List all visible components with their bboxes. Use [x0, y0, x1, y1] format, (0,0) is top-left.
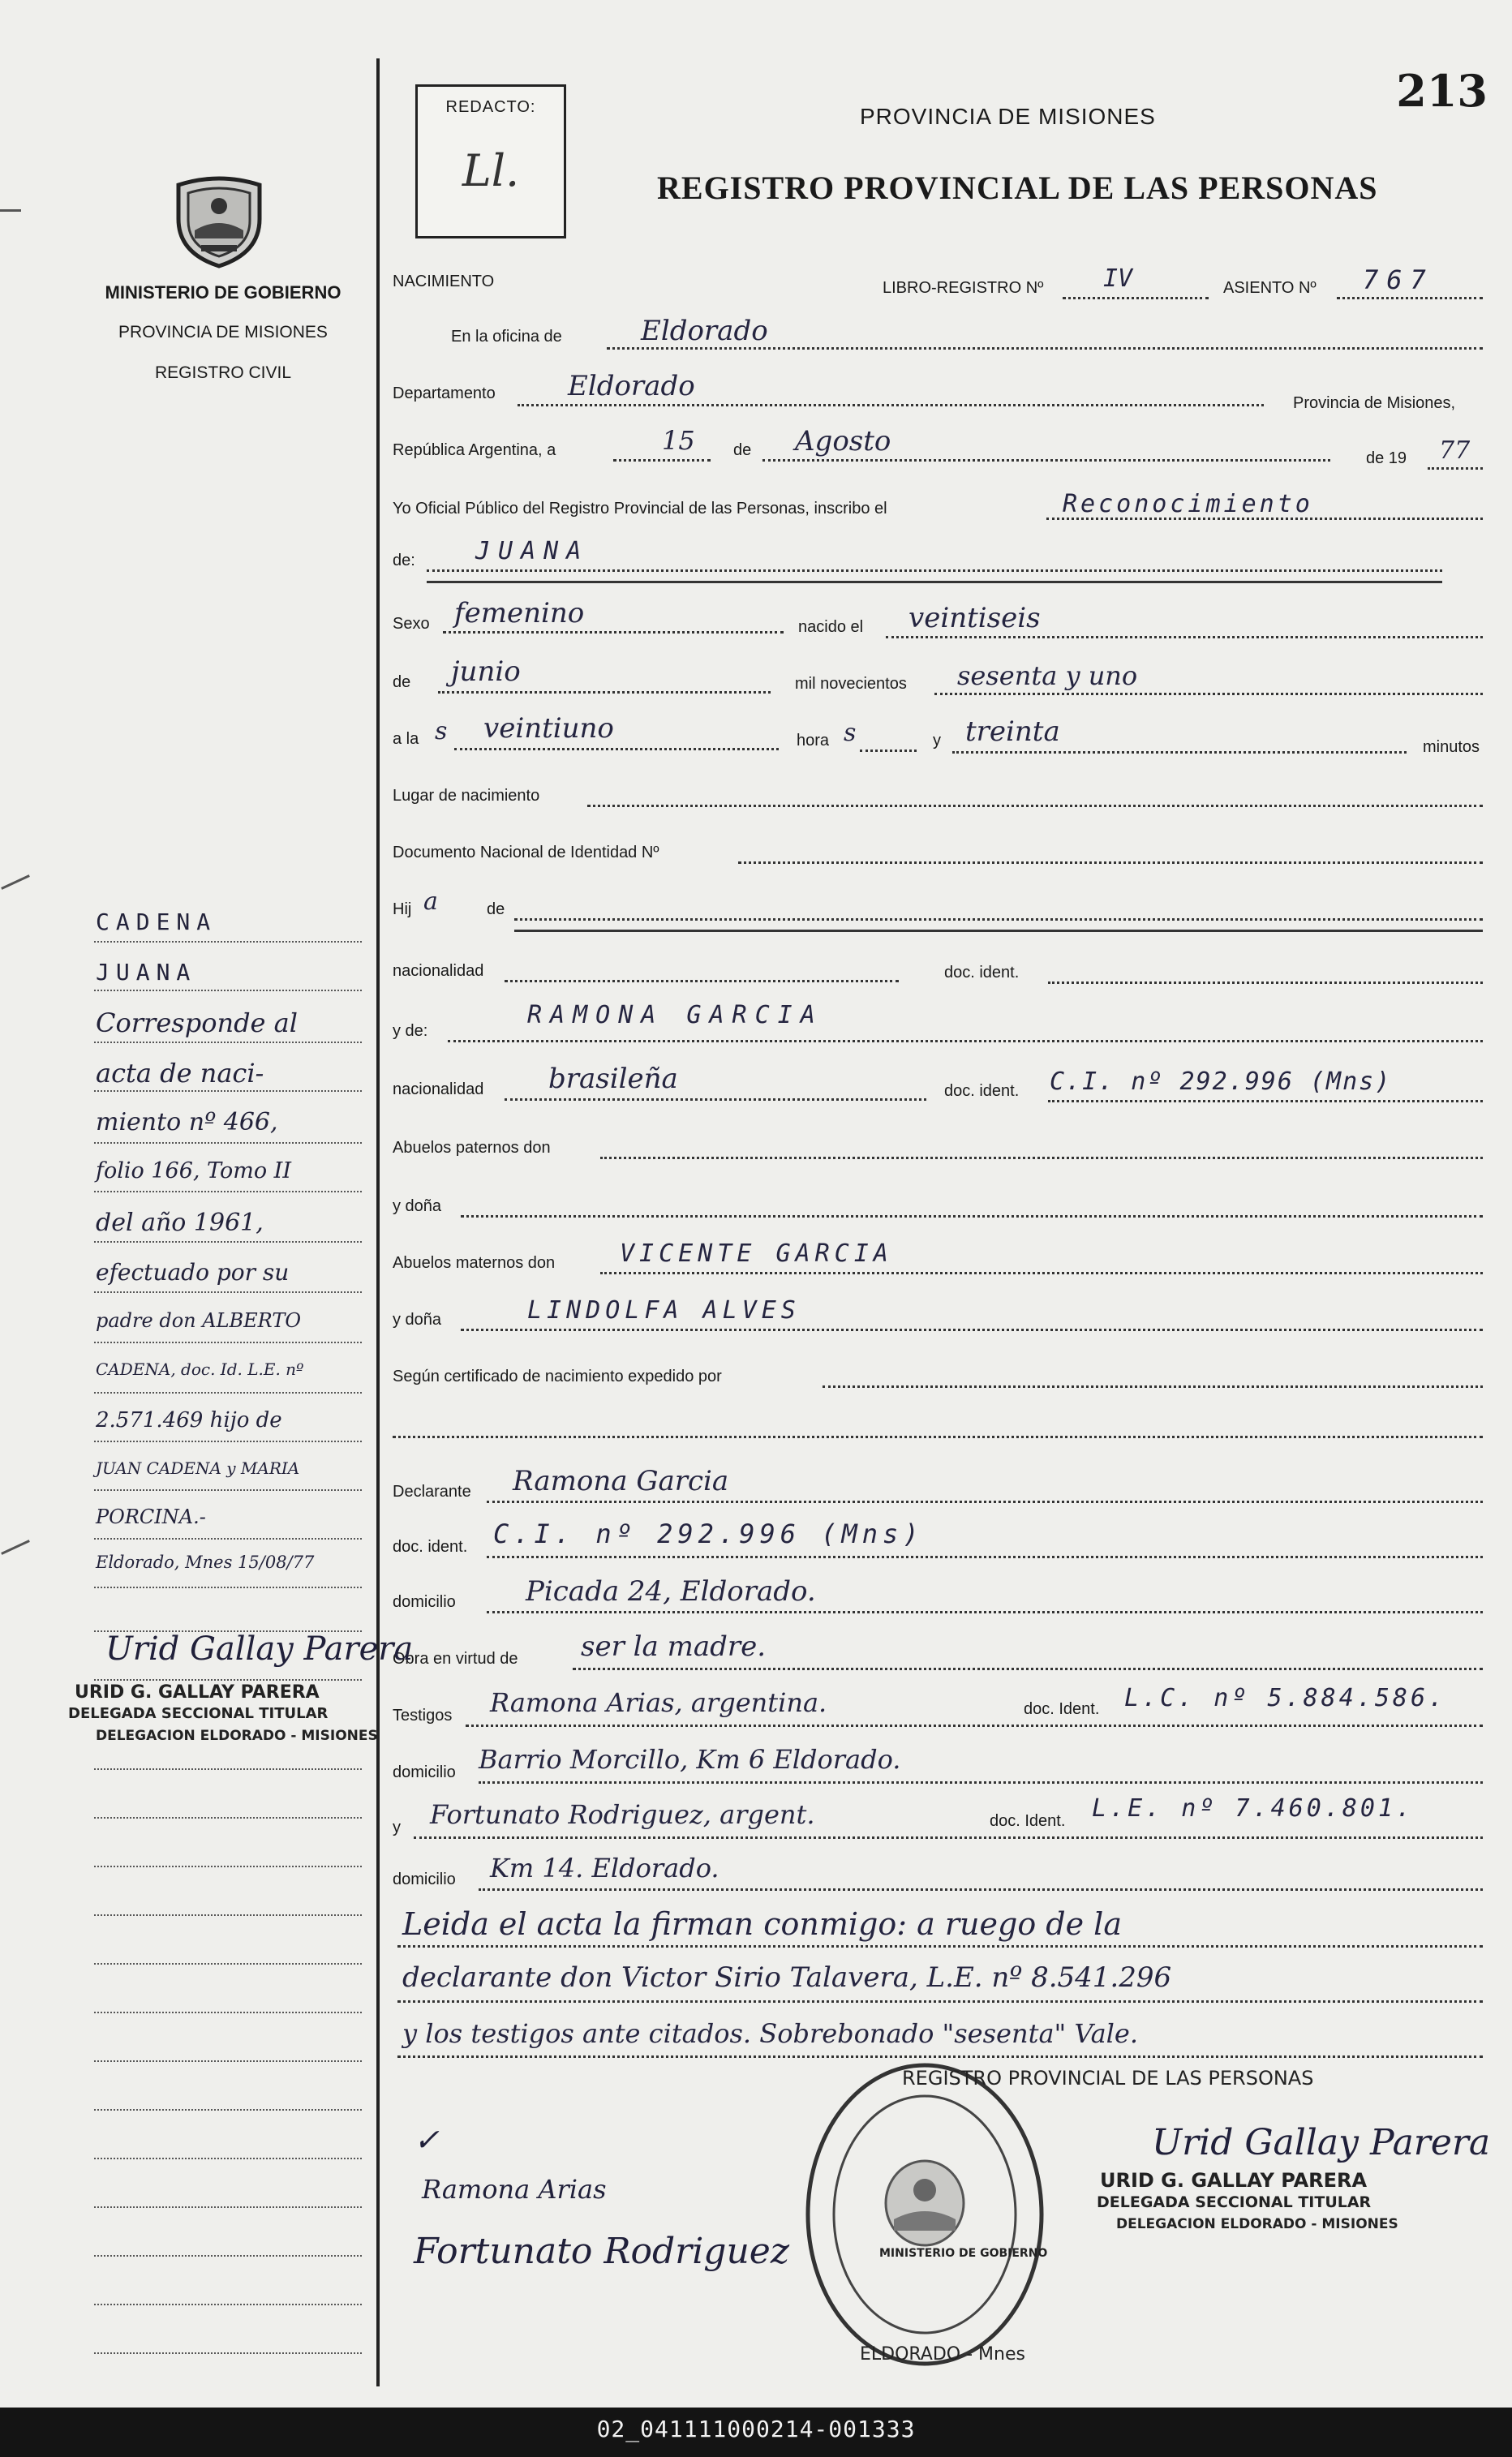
- redacto-box: [415, 84, 566, 238]
- label-doc-madre: doc. ident.: [944, 1082, 1020, 1100]
- oficina-value: Eldorado: [641, 315, 768, 347]
- label-dom-testigo1: domicilio: [393, 1763, 456, 1781]
- libro-line: [1063, 297, 1209, 299]
- label-testigos: Testigos: [393, 1707, 453, 1725]
- abuela-materna-value: LINDOLFA ALVES: [527, 1296, 801, 1325]
- label-de-mes: de: [733, 441, 752, 459]
- closing-line-3: [397, 2055, 1483, 2058]
- label-nacido-el: nacido el: [798, 618, 864, 636]
- label-y-testigo2: y: [393, 1819, 401, 1836]
- stamp-name-right: URID G. GALLAY PARERA: [1100, 2169, 1368, 2192]
- anio-nac-value: sesenta y uno: [957, 660, 1138, 691]
- margin-note-line: 2.571.469 hijo de: [96, 1408, 282, 1433]
- stamp-office-left: DELEGACION ELDORADO - MISIONES: [96, 1728, 378, 1744]
- nombre-line: [427, 569, 1442, 572]
- label-doc-testigo2: doc. Ident.: [990, 1812, 1066, 1830]
- hora-value: veintiuno: [483, 712, 614, 745]
- label-de-padre: de: [487, 900, 505, 918]
- hora-line: [454, 748, 779, 750]
- seal-outer-text: REGISTRO PROVINCIAL DE LAS PERSONAS: [902, 2067, 1314, 2090]
- mes-nac-value: junio: [451, 655, 521, 688]
- signature-officer: ✓: [414, 2122, 440, 2158]
- stamp-role-right: DELEGADA SECCIONAL TITULAR: [1097, 2193, 1372, 2211]
- doc-testigo2-value: L.E. nº 7.460.801.: [1092, 1794, 1415, 1823]
- label-hora: hora: [797, 732, 830, 750]
- nombre-value: JUANA: [475, 537, 590, 565]
- mes-line: [762, 459, 1330, 462]
- obra-line: [573, 1668, 1483, 1670]
- closing-text-2: declarante don Victor Sirio Talavera, L.E. nº 8.541.296: [402, 1961, 1172, 1994]
- doc-testigo1-value: L.C. nº 5.884.586.: [1124, 1684, 1447, 1712]
- declarante-line: [487, 1501, 1483, 1503]
- nac-padre-line: [505, 980, 899, 982]
- closing-line-1: [397, 1945, 1483, 1948]
- doc-declarante-line: [487, 1556, 1483, 1558]
- abuela-materna-line: [461, 1329, 1483, 1331]
- obra-value: ser la madre.: [581, 1630, 767, 1663]
- binding-notch: [0, 209, 21, 212]
- label-doc-padre: doc. ident.: [944, 964, 1020, 982]
- margin-note-line: acta de naci-: [96, 1058, 264, 1089]
- testigo1-value: Ramona Arias, argentina.: [490, 1687, 827, 1718]
- segun-line: [823, 1385, 1483, 1388]
- margin-note-line: CADENA: [96, 908, 217, 935]
- stamp-role-left: DELEGADA SECCIONAL TITULAR: [68, 1705, 329, 1722]
- ministry-name: MINISTERIO DE GOBIERNO: [105, 282, 341, 303]
- label-declarante: Declarante: [393, 1483, 471, 1501]
- nombre-underline: [427, 581, 1442, 583]
- signature-witness-2: Fortunato Rodriguez: [414, 2231, 790, 2272]
- closing-text-3: y los testigos ante citados. Sobrebonado "sesenta" Vale.: [402, 2018, 1138, 2049]
- doc-madre-line: [1048, 1100, 1483, 1102]
- margin-note-line: padre don ALBERTO: [96, 1309, 301, 1332]
- dia-line: [613, 459, 711, 462]
- label-departamento: Departamento: [393, 384, 496, 402]
- label-segun: Según certificado de nacimiento expedido por: [393, 1368, 722, 1385]
- margin-note-line: PORCINA.-: [96, 1506, 206, 1528]
- ministry-registry: REGISTRO CIVIL: [154, 363, 292, 382]
- abuelo-paterno-line: [600, 1157, 1483, 1159]
- label-mil-novecientos: mil novecientos: [795, 675, 907, 693]
- anio-nac-line: [934, 693, 1483, 695]
- madre-value: RAMONA GARCIA: [527, 1001, 823, 1029]
- a-la-suffix: s: [435, 717, 448, 745]
- label-documento: Documento Nacional de Identidad Nº: [393, 844, 659, 861]
- header-province: PROVINCIA DE MISIONES: [860, 104, 1156, 129]
- nacido-line: [886, 636, 1483, 638]
- lugar-line: [587, 805, 1483, 807]
- margin-note-line: JUAN CADENA y MARIA: [96, 1458, 300, 1478]
- label-nacionalidad-madre: nacionalidad: [393, 1080, 484, 1098]
- label-minutos: minutos: [1423, 738, 1480, 756]
- margin-note-line: CADENA, doc. Id. L.E. nº: [96, 1360, 304, 1379]
- margin-note-line: JUANA: [96, 959, 197, 986]
- label-libro: LIBRO-REGISTRO Nº: [883, 279, 1044, 297]
- delegate-signature-right: Urid Gallay Parera: [1152, 2122, 1491, 2163]
- dom-testigo2-line: [479, 1888, 1483, 1891]
- label-yo-oficial: Yo Oficial Público del Registro Provincial de las Personas, inscribo el: [393, 500, 887, 518]
- mes-nac-line: [438, 691, 771, 694]
- anio-line: [1428, 467, 1483, 470]
- sexo-line: [443, 631, 784, 634]
- testigo2-value: Fortunato Rodriguez, argent.: [430, 1799, 815, 1830]
- header-title: REGISTRO PROVINCIAL DE LAS PERSONAS: [657, 170, 1378, 206]
- signature-witness-1: Ramona Arias: [422, 2174, 607, 2205]
- segun-line-2: [393, 1436, 1483, 1438]
- anio-value: 77: [1439, 436, 1471, 465]
- ministry-province: PROVINCIA DE MISIONES: [118, 323, 328, 341]
- label-doc-testigo1: doc. Ident.: [1024, 1700, 1100, 1718]
- label-oficina: En la oficina de: [451, 328, 562, 346]
- label-y-minutos: y: [933, 732, 941, 750]
- minutos-value: treinta: [965, 715, 1060, 748]
- registry-seal-icon: [803, 2060, 1046, 2369]
- padre-line: [514, 918, 1483, 921]
- misiones-emblem-icon: [170, 170, 268, 269]
- label-provincia-misiones: Provincia de Misiones,: [1293, 394, 1456, 412]
- margin-note-line: Eldorado, Mnes 15/08/77: [96, 1553, 315, 1572]
- closing-text-1: Leida el acta la firman conmigo: a ruego de la: [402, 1906, 1122, 1942]
- label-de-nombre: de:: [393, 552, 415, 569]
- label-sexo: Sexo: [393, 615, 430, 633]
- hora-suffix-line: [860, 750, 917, 752]
- declarante-value: Ramona Garcia: [513, 1465, 729, 1497]
- minutos-line: [952, 751, 1407, 754]
- doc-padre-line: [1048, 982, 1483, 984]
- testigo2-line: [414, 1836, 1483, 1839]
- label-y-dona-materna: y doña: [393, 1311, 442, 1329]
- stamp-name-left: URID G. GALLAY PARERA: [75, 1682, 320, 1703]
- asiento-value: 767: [1363, 264, 1434, 295]
- departamento-line: [518, 404, 1264, 406]
- doc-declarante-value: C.I. nº 292.996 (Mns): [493, 1518, 924, 1549]
- padre-underline: [514, 930, 1483, 932]
- inscribo-value: Reconocimiento: [1063, 490, 1313, 518]
- label-abuelos-maternos: Abuelos maternos don: [393, 1254, 556, 1272]
- label-republica: República Argentina, a: [393, 441, 556, 459]
- abuela-paterna-line: [461, 1215, 1483, 1218]
- redacto-label: REDACTO:: [445, 98, 536, 116]
- abuelo-materno-line: [600, 1272, 1483, 1274]
- mes-value: Agosto: [795, 425, 891, 457]
- hora-suffix: s: [844, 719, 857, 747]
- dom-declarante-line: [487, 1611, 1483, 1613]
- label-y-dona-paterna: y doña: [393, 1197, 442, 1215]
- label-de-19: de 19: [1366, 449, 1407, 467]
- label-de-mes-nac: de: [393, 673, 411, 691]
- documento-line: [738, 861, 1483, 864]
- label-nacionalidad-padre: nacionalidad: [393, 962, 484, 980]
- page-number: 213: [1396, 65, 1488, 117]
- departamento-value: Eldorado: [568, 370, 695, 402]
- redacto-value: Ll.: [462, 145, 520, 196]
- dom-testigo1-line: [479, 1781, 1483, 1784]
- delegate-signature-left: Urid Gallay Parera: [105, 1630, 414, 1668]
- label-lugar: Lugar de nacimiento: [393, 787, 540, 805]
- label-dom-declarante: domicilio: [393, 1593, 456, 1611]
- margin-note-line: del año 1961,: [96, 1209, 264, 1237]
- nac-madre-line: [505, 1098, 926, 1101]
- footer-code: 02_041111000214-001333: [596, 2416, 916, 2442]
- label-y-de: y de:: [393, 1022, 428, 1040]
- dia-value: 15: [662, 425, 695, 456]
- label-obra: Obra en virtud de: [393, 1650, 518, 1668]
- label-a-la: a la: [393, 730, 419, 748]
- libro-value: IV: [1103, 264, 1133, 293]
- dom-declarante-value: Picada 24, Eldorado.: [526, 1575, 816, 1608]
- nacido-value: veintiseis: [908, 602, 1041, 634]
- label-nacimiento: NACIMIENTO: [393, 273, 495, 290]
- nac-madre-value: brasileña: [548, 1063, 678, 1095]
- margin-rule: [376, 58, 380, 2386]
- label-asiento: ASIENTO Nº: [1223, 279, 1317, 297]
- seal-inner-text: MINISTERIO DE GOBIERNO: [879, 2247, 1048, 2260]
- dom-testigo2-value: Km 14. Eldorado.: [490, 1853, 719, 1884]
- label-hij: Hij: [393, 900, 412, 918]
- stamp-office-right: DELEGACION ELDORADO - MISIONES: [1116, 2216, 1398, 2232]
- seal-bottom-text: ELDORADO - Mnes: [860, 2344, 1025, 2365]
- hij-suffix: a: [423, 887, 438, 916]
- asiento-line: [1337, 297, 1483, 299]
- margin-note-line: miento nº 466,: [96, 1108, 278, 1136]
- label-dom-testigo2: domicilio: [393, 1871, 456, 1888]
- testigo1-line: [466, 1725, 1483, 1727]
- doc-madre-value: C.I. nº 292.996 (Mns): [1050, 1067, 1392, 1096]
- margin-note-line: efectuado por su: [96, 1259, 290, 1286]
- sexo-value: femenino: [454, 597, 585, 629]
- dom-testigo1-value: Barrio Morcillo, Km 6 Eldorado.: [479, 1744, 901, 1775]
- margin-note-line: folio 166, Tomo II: [96, 1158, 291, 1183]
- margin-note-line: Corresponde al: [96, 1007, 298, 1038]
- label-abuelos-paternos: Abuelos paternos don: [393, 1139, 551, 1157]
- abuelo-materno-value: VICENTE GARCIA: [620, 1239, 893, 1268]
- madre-line: [448, 1040, 1483, 1042]
- closing-line-2: [397, 2000, 1483, 2003]
- oficina-line: [607, 347, 1483, 350]
- label-doc-declarante: doc. ident.: [393, 1538, 468, 1556]
